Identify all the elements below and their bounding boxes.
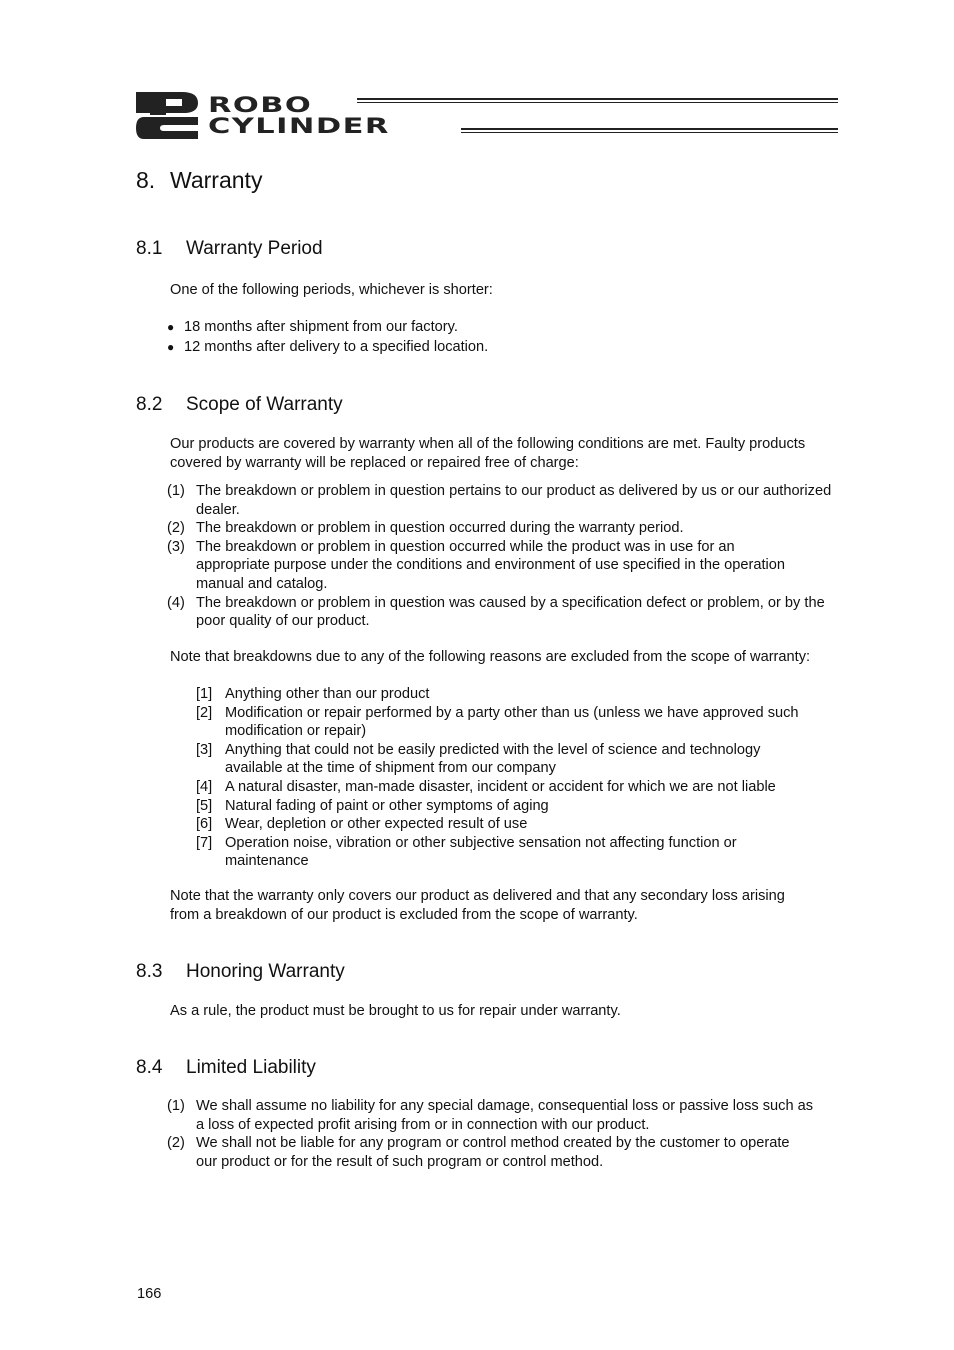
item-text: Modification or repair performed by a party other than us (unless we have approved such modification or repair) — [225, 704, 799, 740]
header-rule-top — [357, 98, 838, 103]
section-heading-limited-liability — [136, 1057, 316, 1079]
page-number: 166 — [137, 1286, 162, 1302]
list-item — [196, 834, 836, 871]
list-item — [167, 318, 458, 337]
item-text: The breakdown or problem in question occurred while the product was in use for an appropriate purpose under the conditions and environment of use specified in the operation manual and catalog. — [196, 538, 786, 592]
exclusions-intro: Note that breakdowns due to any of the following reasons are excluded from the scope of warranty: — [170, 649, 811, 665]
list-item — [196, 815, 836, 834]
item-number: (2) — [167, 520, 185, 537]
chapter-number: 8. — [136, 167, 156, 193]
item-text: The breakdown or problem in question was caused by a specification defect or problem, or by the poor quality of our product. — [196, 594, 825, 630]
list-item — [167, 594, 847, 631]
bullet-text: 18 months after shipment from our factory. — [184, 319, 458, 335]
list-item — [167, 482, 847, 519]
item-text: Natural fading of paint or other symptoms of aging — [225, 797, 549, 814]
item-text: The breakdown or problem in question occurred during the warranty period. — [196, 520, 684, 537]
item-number: [5] — [196, 797, 213, 814]
item-number: [4] — [196, 778, 213, 795]
section-number: 8.4 — [136, 1057, 163, 1078]
item-number: (1) — [167, 1098, 185, 1114]
honoring-warranty-text: As a rule, the product must be brought to us for repair under warranty. — [170, 1003, 621, 1019]
logo-word-cylinder: CYLINDER — [208, 114, 390, 138]
item-number: (3) — [167, 538, 185, 555]
list-item — [196, 704, 836, 741]
list-item — [167, 1134, 847, 1171]
warranty-conditions-list — [167, 482, 847, 631]
limited-liability-list — [167, 1097, 847, 1171]
scope-closing: Note that the warranty only covers our product as delivered and that any secondary loss arising from a breakdown of our product is excluded from the scope of warranty. — [170, 888, 785, 923]
section-title-text: Scope of Warranty — [186, 394, 343, 415]
item-text: We shall assume no liability for any special damage, consequential loss or passive loss such as a loss of expected profit arising from or in connection with our product. — [196, 1098, 814, 1133]
list-item — [196, 778, 836, 797]
item-number: (4) — [167, 594, 185, 611]
scope-intro: Our products are covered by warranty when all of the following conditions are met. Faulty products covered by warranty will be replaced or repaired free of charge: — [170, 436, 806, 471]
list-item — [167, 338, 488, 357]
section-heading-warranty-period — [136, 238, 323, 260]
item-text: Anything other than our product — [225, 686, 430, 702]
item-number: (1) — [167, 483, 185, 499]
section-number: 8.2 — [136, 394, 163, 415]
list-item — [196, 685, 836, 704]
chapter-title-text: Warranty — [170, 167, 263, 193]
bullet-text: 12 months after delivery to a specified location. — [184, 339, 489, 355]
bullet-icon: ● — [167, 320, 175, 334]
section-title-text: Warranty Period — [186, 238, 323, 259]
item-text: Anything that could not be easily predicted with the level of science and technology available at the time of shipment from our company — [225, 741, 761, 777]
section-heading-scope-of-warranty — [136, 394, 343, 416]
rc-logo-mark-icon — [136, 90, 206, 140]
item-text: Operation noise, vibration or other subjective sensation not affecting function or maintenance — [225, 834, 737, 870]
item-number: [6] — [196, 816, 213, 833]
list-item — [196, 741, 836, 778]
item-text: Wear, depletion or other expected result of use — [225, 816, 528, 833]
item-text: The breakdown or problem in question pertains to our product as delivered by us or our authorized dealer. — [196, 483, 832, 518]
item-text: A natural disaster, man-made disaster, incident or accident for which we are not liable — [225, 778, 776, 795]
list-item — [167, 519, 847, 538]
bullet-icon: ● — [167, 340, 175, 354]
list-item — [196, 797, 836, 816]
item-text: We shall not be liable for any program or control method created by the customer to operate our product or for the result of such program or control method. — [196, 1135, 790, 1170]
section-number: 8.1 — [136, 238, 163, 259]
item-number: [1] — [196, 686, 213, 702]
section-title-text: Limited Liability — [186, 1057, 316, 1078]
item-number: [7] — [196, 834, 213, 851]
warranty-period-intro: One of the following periods, whichever is shorter: — [170, 282, 493, 298]
list-item — [167, 538, 847, 594]
section-heading-honoring-warranty — [136, 961, 345, 983]
logo-word-robo: ROBO — [208, 93, 313, 117]
section-title-text: Honoring Warranty — [186, 961, 345, 982]
item-number: [3] — [196, 741, 213, 758]
list-item — [167, 1097, 847, 1134]
header-rule-bottom — [461, 128, 838, 133]
item-number: (2) — [167, 1135, 185, 1152]
chapter-title — [136, 167, 262, 194]
section-number: 8.3 — [136, 961, 163, 982]
item-number: [2] — [196, 704, 213, 721]
exclusions-list — [196, 685, 836, 871]
